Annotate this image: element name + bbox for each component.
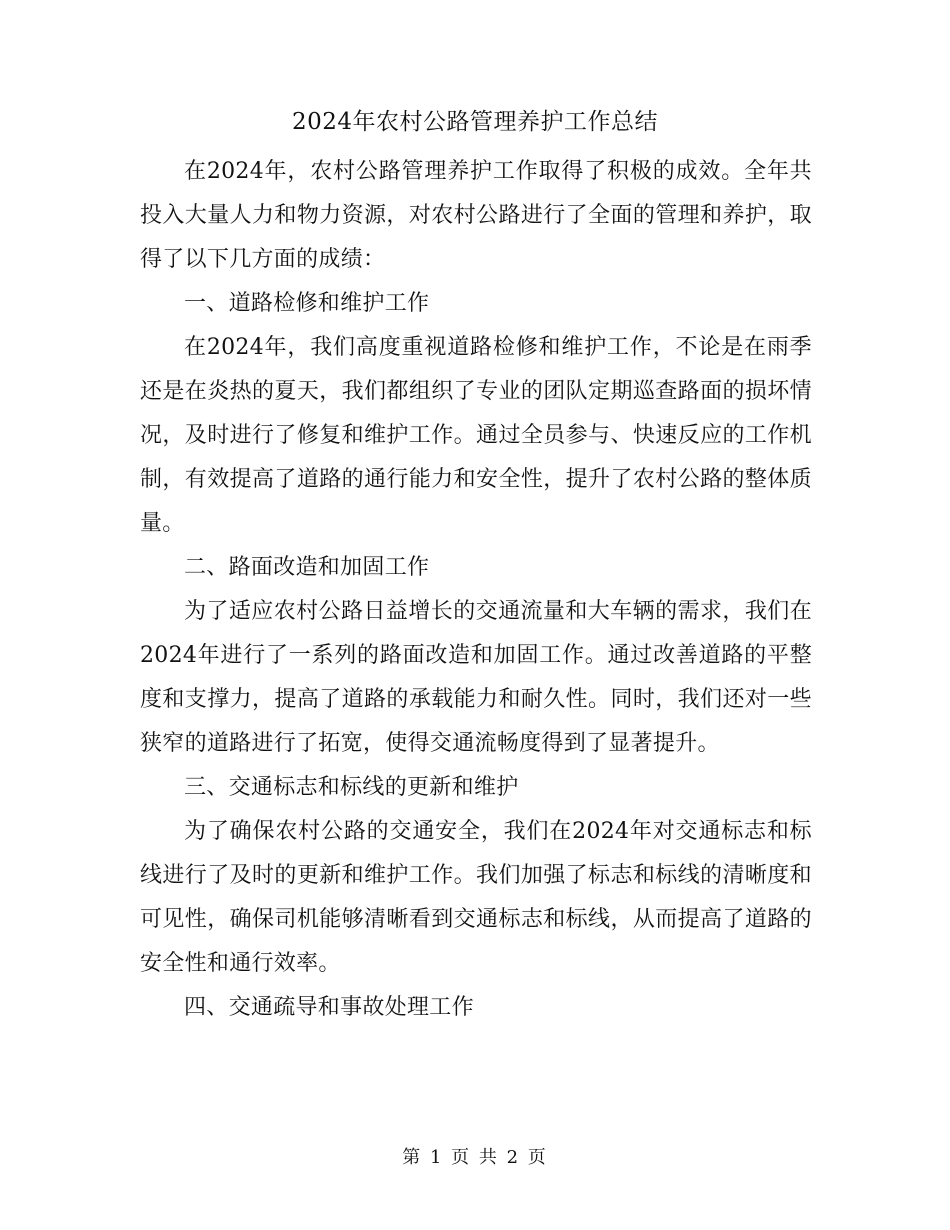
section-heading-4: 四、交通疏导和事故处理工作 xyxy=(184,995,474,1020)
document-title: 2024年农村公路管理养护工作总结 xyxy=(291,109,659,135)
section-heading-1: 一、道路检修和维护工作 xyxy=(184,291,430,316)
intro-paragraph: 在2024年，农村公路管理养护工作取得了积极的成效。全年共投入大量人力和物力资源，对农村公路进行了全面的管理和养护，取得了以下几方面的成绩： xyxy=(140,159,812,272)
section-paragraph-1: 在2024年，我们高度重视道路检修和维护工作，不论是在雨季还是在炎热的夏天，我们都组织了专业的团队定期巡查路面的损坏情况，及时进行了修复和维护工作。通过全员参与、快速反应的工作机制，有效提高了道路的通行能力和安全性，提升了农村公路的整体质量。 xyxy=(140,335,812,536)
document-body xyxy=(140,150,812,1030)
section-heading-3: 三、交通标志和标线的更新和维护 xyxy=(184,775,519,800)
section-paragraph-3: 为了确保农村公路的交通安全，我们在2024年对交通标志和标线进行了及时的更新和维护工作。我们加强了标志和标线的清晰度和可见性，确保司机能够清晰看到交通标志和标线，从而提高了道路的安全性和通行效率。 xyxy=(140,819,812,976)
page-footer: 第 1 页 共 2 页 xyxy=(402,1147,548,1168)
section-heading-2: 二、路面改造和加固工作 xyxy=(184,555,430,580)
section-paragraph-2: 为了适应农村公路日益增长的交通流量和大车辆的需求，我们在2024年进行了一系列的路面改造和加固工作。通过改善道路的平整度和支撑力，提高了道路的承载能力和耐久性。同时，我们还对一些狭窄的道路进行了拓宽，使得交通流畅度得到了显著提升。 xyxy=(140,599,812,756)
